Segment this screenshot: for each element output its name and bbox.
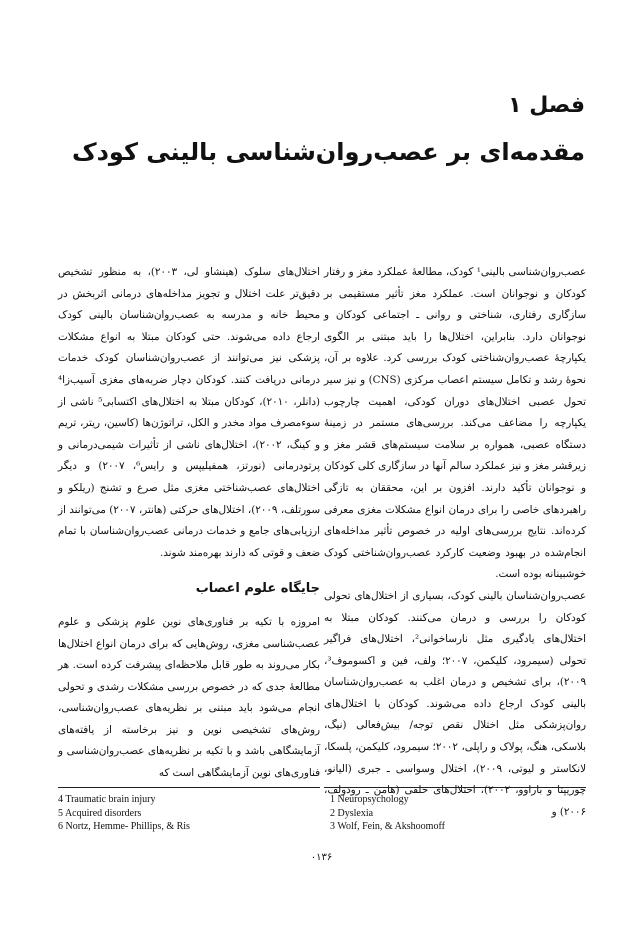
page-number: ۰۱۳۶ [310,852,333,863]
paragraph: امروزه با تکیه بر فناوری‌های نوین علوم پزشکی و علوم عصب‌شناسی مغزی، روش‌هایی که برای درمان انواع اختلال‌ها بکار می‌روند به طور قابل ملاحظه‌ای پیشرفت کرده است. هر مطالعهٔ جدی که در خصوص بررسی مشکلات رشدی و تحولی انجام می‌شود باید مبتنی بر نظریه‌های عصب‌روان‌شناسی، روش‌های تشخیصی نوین و نیز برخاسته از یافته‌های آزمایشگاهی باشد و با تکیه بر نظریه‌های عصب‌روان‌شناسی و فناوری‌های نوین آزمایشگاهی است که [58,615,320,780]
footnote-divider [58,787,320,788]
paragraph: عصب‌روان‌شناسان بالینی کودک، بسیاری از اختلال‌های تحولی کودکان را بررسی و درمان می‌کنند. کودکان مبتلا به اختلال‌های یادگیری مثل نارساخوانی²، اختلال‌های فراگیر تحولی (سیمرود، کلیکمن، ۲۰۰۷؛ ولف، فین و اکسوموف³، ۲۰۰۹)، برای تشخیص و درمان اغلب به عصب‌روان‌شناسان بالینی کودک ارجاع داده می‌شوند. کودکان با اختلال‌های روان‌پزشکی مثل اختلال نقص توجه/ بیش‌فعالی (نیگ، بلاسکی، هنگ، پولاک و راپلی، ۲۰۰۲؛ سیمرود، کلیکمن، پلسکا، لانکاستر و لیوتی، ۲۰۰۹)، اختلال وسواسی ـ جبری (الیانو، چوریپتا و باراوو، ۲۰۰۲)، اختلال‌های خلقی (هامن ـ رودولف، ۲۰۰۶) و [324,589,587,818]
footnote: 5 Acquired disorders [58,807,142,819]
paragraph: اختلال‌های سلوک (هینشاو لی، ۲۰۰۳)، به منظور تشخیص دقیق‌تر علت اختلال و تجویز مداخله‌های درمانی اثربخش در محیط خانه و مدرسه به عصب‌روان‌شناسان بالینی کودک ارجاع داده می‌شوند. حتی کودکان مبتلا به انواع مشکلات پزشکی نیز می‌توانند از عصب‌روان‌شناسان کودک خدمات درمانی دریافت کنند. کودکان دچار ضربه‌های مغزی آسیب‌زا⁴ (دانلر، ۲۰۱۰)، کودکان مبتلا به اختلال‌های اکتسابی⁵ ناشی از سوءمصرف مواد مخدر و الکل، تراتوژن‌ها (کاسین، ریتر، تریم و کینگ، ۲۰۰۲)، اختلال‌های ناشی از تأثیرات شیمی‌درمانی و پرتودرمانی (نورتز، همفیلیپس و رایس⁶، ۲۰۰۷) و دیگر اختلال‌های عصب‌شناختی مغزی مثل صرع و تشنج (ریلکو و سورتلف، ۲۰۰۹)، اختلال‌های حرکتی (هانتر، ۲۰۰۷) می‌توانند از ارزیابی‌های جامع و خدمات درمانی عصب‌روان‌شناسان با تمام ضعف و قوتی که دارند بهره‌مند شوند. [58,266,321,559]
footnote: 3 Wolf, Fein, & Akshoomoff [330,821,445,832]
footnote: 1 Neuropsychology [330,794,409,805]
footnotes-left [58,793,320,834]
text-column-left [58,262,320,785]
section-heading: جایگاه علوم اعصاب [195,581,320,597]
footnote-divider [324,787,586,788]
footnotes-right [330,793,592,834]
footnote: 4 Traumatic brain injury [58,794,156,805]
footnote: 6 Nortz, Hemme- Phillips, & Ris [58,821,190,832]
footnote: 2 Dyslexia [330,807,374,819]
paragraph: عصب‌روان‌شناسی بالینی¹ کودک، مطالعهٔ عملکرد مغز و رفتار کودکان و نوجوانان است. عملکرد مغز تأثیر مستقیمی بر سازگاری رفتاری، شناختی و روانی ـ اجتماعی کودکان و نوجوانان دارد. بنابراین، اختلال‌ها را باید مبتنی بر الگوی یکپارچهٔ عصب‌روان‌شناختی کودک بررسی کرد. علاوه بر آن، نحوهٔ رشد و تکامل سیستم اعصاب مرکزی (CNS) و نیز سیر تحول عصبی اختلال‌های دوران کودکی، اهمیت چارچوب یکپارچه را مضاعف می‌کند. بررسی‌های مستمر در زمینهٔ دستگاه عصبی، همواره بر سلامت سیستم‌های قشر مغز و زیرقشر مغز و نیز عملکرد سالم آنها در سازگاری کلی کودکان و نوجوانان تأکید دارند. افزون بر این، محققان به تازگی راهبردهای خاصی را برای درمان انواع مشکلات مغزی معرفی کرده‌اند. نتایج بررسی‌های اولیه در خصوص تأثیر مداخله‌های انجام‌شده در بهبود وضعیت کارکرد عصب‌روان‌شناختی کودک خوشبینانه بوده است. [324,266,586,581]
text-column-right [324,262,586,823]
chapter-label: فصل ۱ [508,93,585,118]
chapter-title: مقدمه‌ای بر عصب‌روان‌شناسی بالینی کودک [72,138,585,166]
